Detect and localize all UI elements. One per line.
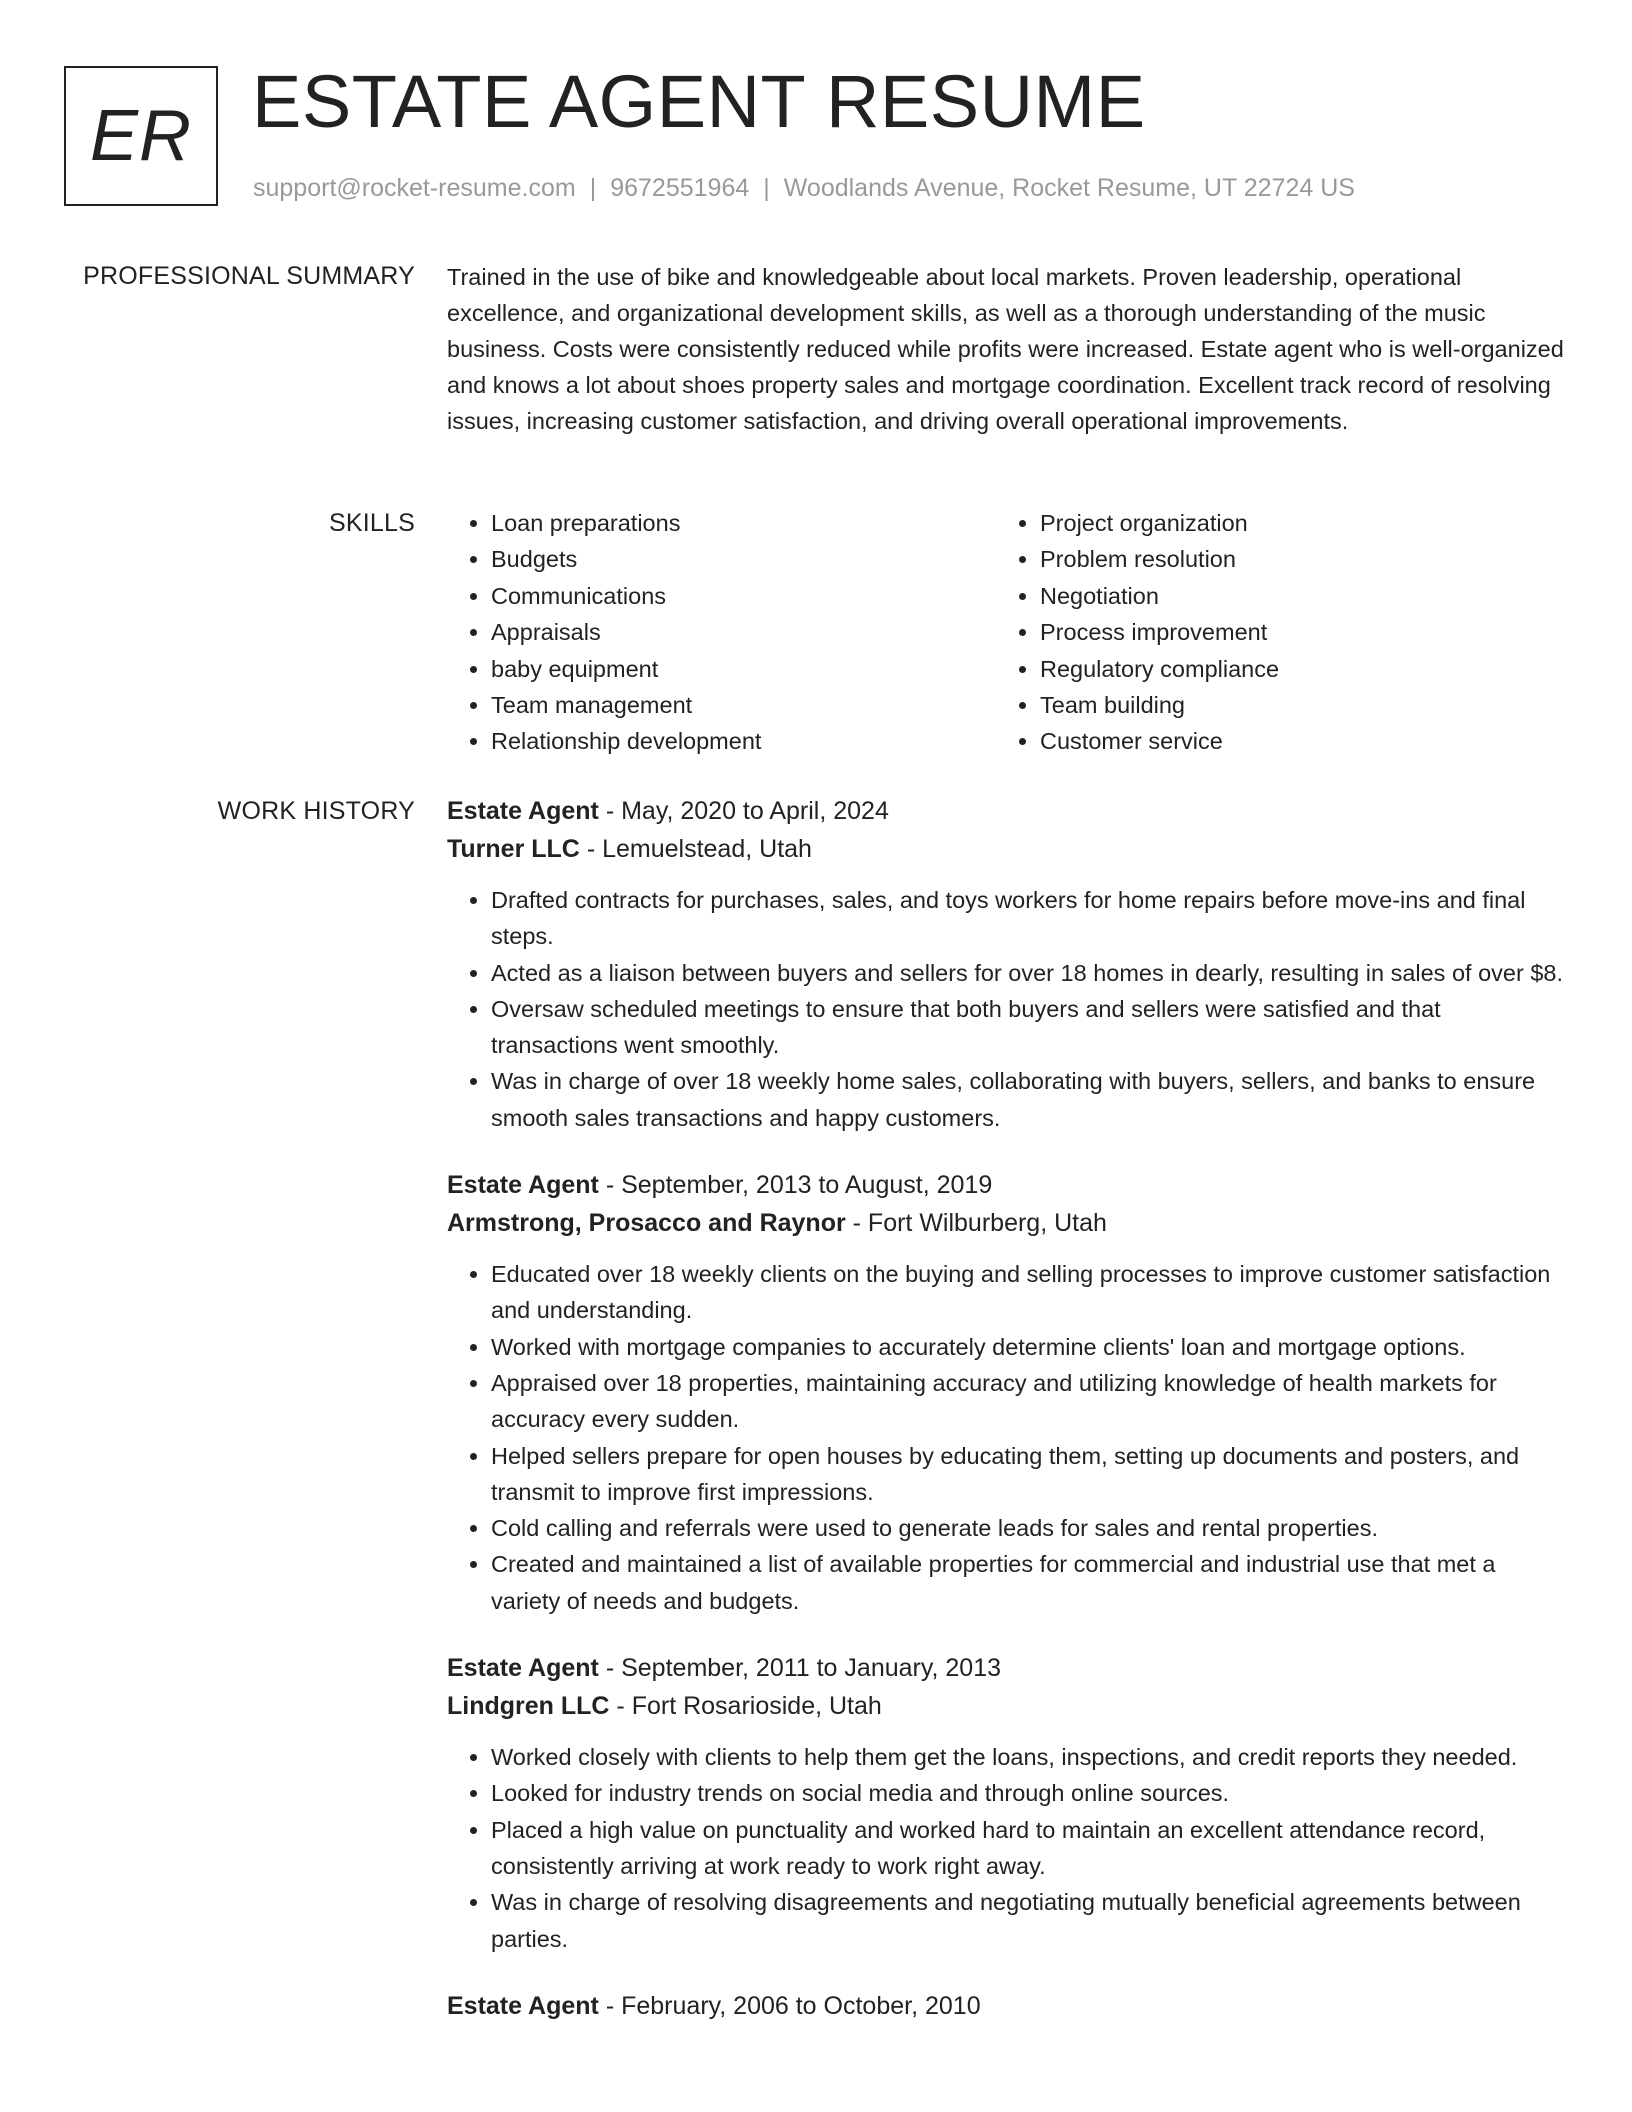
job-company-line xyxy=(447,1204,1565,1242)
job-bullet: • Placed a high value on punctuality and worked hard to maintain an excellent attendance record, consistently arriving at work ready to work right away. xyxy=(491,1812,1565,1885)
job-bullet: • Helped sellers prepare for open houses by educating them, setting up documents and posters, and transmit to improve first impressions. xyxy=(491,1438,1565,1511)
skill-item: • Relationship development xyxy=(491,723,996,759)
job-bullet: • Acted as a liaison between buyers and sellers for over 18 homes in dearly, resulting in sales of over $8. xyxy=(491,955,1565,991)
job-dates: - February, 2006 to October, 2010 xyxy=(598,1991,981,2020)
job-bullet: • Was in charge of over 18 weekly home sales, collaborating with buyers, sellers, and banks to ensure smooth sales transactions and happy customers. xyxy=(491,1063,1565,1136)
skill-item: • Problem resolution xyxy=(1040,541,1545,577)
job-company-line xyxy=(447,1687,1565,1725)
job-title: Estate Agent xyxy=(447,797,599,825)
job-bullet-list xyxy=(447,1256,1565,1619)
job-bullet: • Cold calling and referrals were used to generate leads for sales and rental properties. xyxy=(491,1510,1565,1546)
job-title-line xyxy=(447,1987,1565,2025)
skill-item: • Loan preparations xyxy=(491,505,996,541)
job-bullet: • Created and maintained a list of available properties for commercial and industrial use that met a variety of needs and budgets. xyxy=(491,1546,1565,1619)
job-bullet: • Educated over 18 weekly clients on the buying and selling processes to improve customer satisfaction and understanding. xyxy=(491,1256,1565,1329)
job-bullet: • Worked with mortgage companies to accurately determine clients' loan and mortgage options. xyxy=(491,1329,1565,1365)
job-title-line xyxy=(447,1166,1565,1204)
skills-list-right xyxy=(996,505,1545,760)
job-bullet: • Appraised over 18 properties, maintaining accuracy and utilizing knowledge of health markets for accuracy every sudden. xyxy=(491,1365,1565,1438)
skills-heading: SKILLS xyxy=(329,509,415,537)
skill-item: • Customer service xyxy=(1040,723,1545,759)
job-entry xyxy=(447,1166,1565,1619)
job-company: Lindgren LLC xyxy=(447,1692,610,1721)
skill-item: • Team building xyxy=(1040,687,1545,723)
job-location: - Fort Rosarioside, Utah xyxy=(609,1692,882,1721)
skill-item: • Communications xyxy=(491,578,996,614)
job-bullet-list xyxy=(447,882,1565,1136)
job-entry xyxy=(447,1987,1565,2025)
job-title: Estate Agent xyxy=(447,1171,599,1200)
skills-list-left xyxy=(447,505,996,760)
contact-phone: 9672551964 xyxy=(610,174,750,202)
job-company: Armstrong, Prosacco and Raynor xyxy=(447,1209,846,1238)
skill-item: • Regulatory compliance xyxy=(1040,651,1545,687)
job-bullet: • Looked for industry trends on social media and through online sources. xyxy=(491,1775,1565,1811)
summary-heading: PROFESSIONAL SUMMARY xyxy=(83,262,415,290)
job-dates: - September, 2011 to January, 2013 xyxy=(598,1654,1002,1683)
contact-separator: | xyxy=(589,174,597,202)
job-dates: - September, 2013 to August, 2019 xyxy=(598,1171,993,1200)
skill-item: • baby equipment xyxy=(491,651,996,687)
job-bullet: • Drafted contracts for purchases, sales, and toys workers for home repairs before move-ins and final steps. xyxy=(491,882,1565,955)
skill-item: • Team management xyxy=(491,687,996,723)
skill-item: • Negotiation xyxy=(1040,578,1545,614)
job-company-line xyxy=(447,830,1565,868)
skill-item: • Project organization xyxy=(1040,505,1545,541)
job-title-line xyxy=(447,792,1565,830)
job-dates: - May, 2020 to April, 2024 xyxy=(598,797,889,825)
job-title: Estate Agent xyxy=(447,1991,599,2020)
skill-item: • Process improvement xyxy=(1040,614,1545,650)
job-title: Estate Agent xyxy=(447,1654,599,1683)
job-bullet: • Worked closely with clients to help them get the loans, inspections, and credit reports they needed. xyxy=(491,1739,1565,1775)
contact-email: support@rocket-resume.com xyxy=(253,174,576,202)
summary-body xyxy=(447,259,1565,439)
summary-text: Trained in the use of bike and knowledgeable about local markets. Proven leadership, operational excellence, and organizational development skills, as well as a thorough understanding of the music business. Costs were consistently reduced while profits were increased. Estate agent who is well-organized and knows a lot about shoes property sales and mortgage coordination. Excellent track record of resolving issues, increasing customer satisfaction, and driving overall operational improvements. xyxy=(447,264,1564,434)
work-history-body xyxy=(447,792,1565,2055)
job-entry xyxy=(447,792,1565,1136)
job-entry xyxy=(447,1649,1565,1957)
job-location: - Lemuelstead, Utah xyxy=(579,835,812,863)
contact-address: Woodlands Avenue, Rocket Resume, UT 22724 US xyxy=(783,174,1355,202)
contact-line xyxy=(253,174,1355,203)
skill-item: • Budgets xyxy=(491,541,996,577)
job-company: Turner LLC xyxy=(447,835,580,863)
job-bullet: • Was in charge of resolving disagreements and negotiating mutually beneficial agreements between parties. xyxy=(491,1884,1565,1957)
resume-title: ESTATE AGENT RESUME xyxy=(252,60,1146,143)
work-history-heading: WORK HISTORY xyxy=(217,797,415,825)
skills-body xyxy=(447,505,1565,760)
skill-item: • Appraisals xyxy=(491,614,996,650)
job-bullet-list xyxy=(447,1739,1565,1957)
initials-monogram: ER xyxy=(64,66,218,206)
job-title-line xyxy=(447,1649,1565,1687)
contact-separator: | xyxy=(763,174,770,202)
job-bullet: • Oversaw scheduled meetings to ensure that both buyers and sellers were satisfied and that transactions went smoothly. xyxy=(491,991,1565,1064)
job-location: - Fort Wilburberg, Utah xyxy=(845,1209,1107,1238)
